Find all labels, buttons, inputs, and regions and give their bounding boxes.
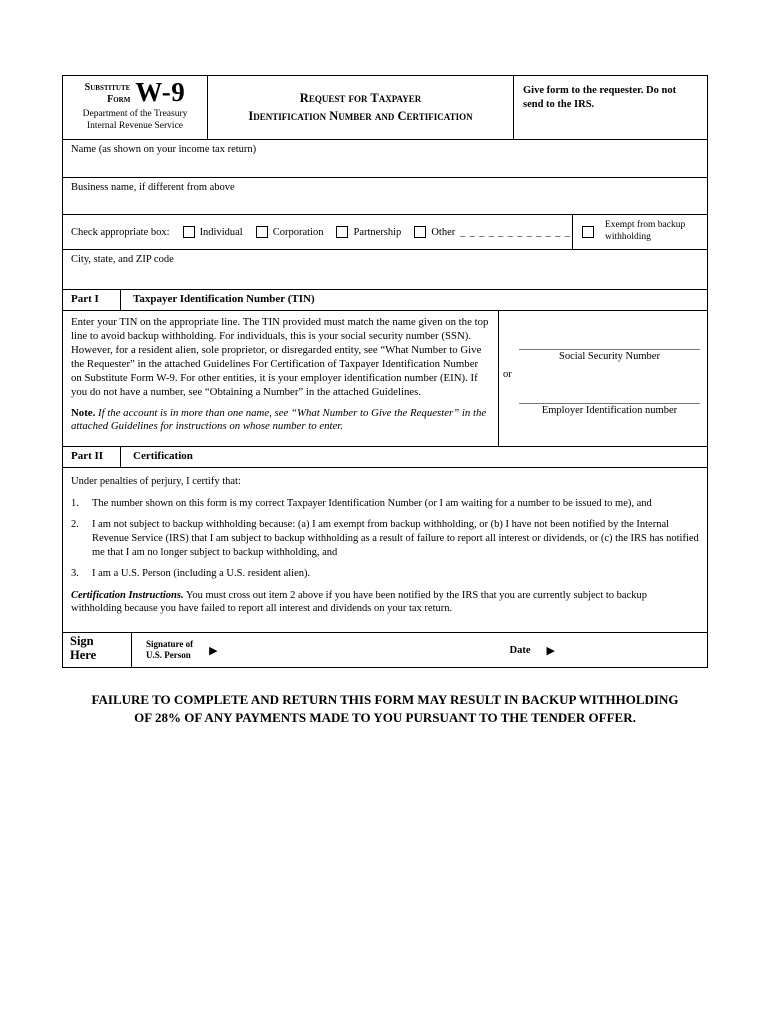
warning-line1: FAILURE TO COMPLETE AND RETURN THIS FORM MAY RESULT IN BACKUP WITHHOLDING [91, 692, 679, 707]
date-label: Date [509, 644, 531, 656]
give-form-instruction: Give form to the requester. Do not send to the IRS. [513, 76, 707, 139]
part1-body-row [63, 311, 707, 447]
corporation-label: Corporation [272, 226, 324, 238]
here-word: Here [70, 648, 97, 663]
certification-item-3 [71, 567, 699, 581]
department-lines [63, 108, 207, 133]
item1-number: 1. [71, 497, 79, 509]
name-field[interactable] [63, 140, 707, 177]
date-arrow-icon: ▶ [546, 644, 555, 657]
signature-of-us-person-label: Signature of U.S. Person [146, 638, 194, 660]
substitute-word: Substitute [84, 82, 131, 93]
form-title-line2: Identification Number and Certification [248, 108, 473, 123]
name-field-label: Name (as shown on your income tax return) [71, 144, 257, 155]
dept-irs: Internal Revenue Service [86, 120, 183, 131]
exempt-backup-withholding-option [572, 215, 707, 249]
other-description-field[interactable]: _ _ _ _ _ _ _ _ _ _ _ _ [460, 226, 571, 238]
item2-number: 2. [71, 519, 79, 531]
certification-instructions-label: Certification Instructions. [71, 589, 184, 601]
part1-instructions [63, 311, 498, 446]
signature-entry-area [131, 633, 707, 667]
exempt-label: Exempt from backup withholding [605, 220, 686, 242]
individual-checkbox[interactable] [183, 226, 195, 238]
ein-entry-line[interactable] [519, 403, 700, 404]
item1-text: The number shown on this form is my correct Taxpayer Identification Number (or I am waiting for a number to be issued to me), and [92, 497, 652, 509]
entity-type-options [63, 215, 572, 249]
note-text: If the account is in more than one name, see “What Number to Give the Requester” in the attached Guidelines for instructions on whose number to enter. [71, 406, 487, 433]
signature-row [63, 633, 707, 667]
tin-entry-area [498, 311, 707, 446]
part1-header-row [63, 290, 707, 311]
city-state-zip-field[interactable] [63, 250, 707, 289]
business-name-row [63, 178, 707, 215]
part1-label: Part I [71, 293, 99, 305]
substitute-form-label [85, 80, 131, 105]
business-name-field[interactable] [63, 178, 707, 214]
certification-text [63, 468, 707, 632]
form-title-block [207, 76, 513, 139]
corporation-checkbox[interactable] [256, 226, 268, 238]
item2-text: I am not subject to backup withholding because: (a) I am exempt from backup withholding, or (b) I have not been notified by the Internal Revenue Service (IRS) that I am subject to backup withholding as a result of failure to report all interest or dividends, or (c) the IRS has notified me that I am no longer subject to backup withholding, and [92, 519, 699, 558]
part1-instructions-text: Enter your TIN on the appropriate line. The TIN provided must match the name given on the top line to avoid backup withholding. For individuals, this is your social security number (SSN). However, for a resident alien, sole proprietor, or disregarded entity, see “What Number to Give the Requester” in the attached Guidelines For Certification of Taxpayer Identification Number on Substitute Form W-9. For other entities, it is your employer identification number (EIN). If you do not have a number, see “Obtaining a Number” in the attached Guidelines. [71, 316, 489, 398]
warning-line2: OF 28% OF ANY PAYMENTS MADE TO YOU PURSUANT TO THE TENDER OFFER. [134, 709, 636, 725]
individual-label: Individual [199, 226, 243, 238]
dept-treasury: Department of the Treasury [82, 108, 188, 119]
certification-instructions-text: You must cross out item 2 above if you have been notified by the IRS that you are currently subject to backup withholding because you have failed to report all interest and dividends on your tax return. [71, 589, 647, 615]
entity-type-row [63, 215, 707, 250]
business-name-field-label: Business name, if different from above [71, 182, 235, 193]
other-label: Other [431, 226, 456, 238]
item3-text: I am a U.S. Person (including a U.S. resident alien). [92, 568, 311, 580]
item3-number: 3. [71, 568, 79, 580]
part2-label: Part II [71, 450, 104, 462]
backup-withholding-warning [0, 691, 770, 726]
individual-option [183, 226, 243, 238]
certification-instructions [71, 589, 699, 616]
date-entry-group [510, 644, 595, 657]
form-title-line1: Request for Taxpayer [299, 91, 422, 105]
partnership-label: Partnership [353, 226, 402, 238]
part2-header-row [63, 447, 707, 468]
form-header-row [63, 76, 707, 140]
certification-item-2 [71, 518, 699, 559]
partnership-option [336, 226, 401, 238]
ein-block [519, 403, 700, 416]
ein-label: Employer Identification number [541, 405, 678, 416]
ssn-entry-line[interactable] [519, 349, 700, 350]
or-label: or [503, 369, 512, 380]
part1-title: Taxpayer Identification Number (TIN) [120, 290, 707, 310]
form-id-block [63, 76, 207, 139]
corporation-option [256, 226, 324, 238]
name-row [63, 140, 707, 178]
other-option [414, 226, 455, 238]
other-checkbox[interactable] [414, 226, 426, 238]
note-label: Note. [71, 406, 96, 419]
ssn-block [519, 349, 700, 362]
part2-body-row [63, 468, 707, 633]
check-appropriate-box-label: Check appropriate box: [71, 226, 170, 238]
form-word: Form [107, 93, 131, 105]
part1-note [71, 407, 491, 435]
sign-word: Sign [70, 634, 94, 648]
w9-form-table [62, 75, 708, 668]
city-state-zip-label: City, state, and ZIP code [71, 254, 174, 265]
signature-arrow-icon: ▶ [209, 644, 218, 657]
ssn-label: Social Security Number [559, 351, 660, 362]
substitute-form-block [63, 77, 207, 107]
partnership-checkbox[interactable] [336, 226, 348, 238]
sign-here-label [63, 633, 131, 667]
exempt-checkbox[interactable] [582, 226, 594, 238]
certification-intro: Under penalties of perjury, I certify that: [71, 476, 241, 487]
w9-form-number: W-9 [135, 77, 186, 107]
part2-title: Certification [120, 447, 707, 467]
city-state-zip-row [63, 250, 707, 290]
certification-item-1 [71, 497, 699, 511]
